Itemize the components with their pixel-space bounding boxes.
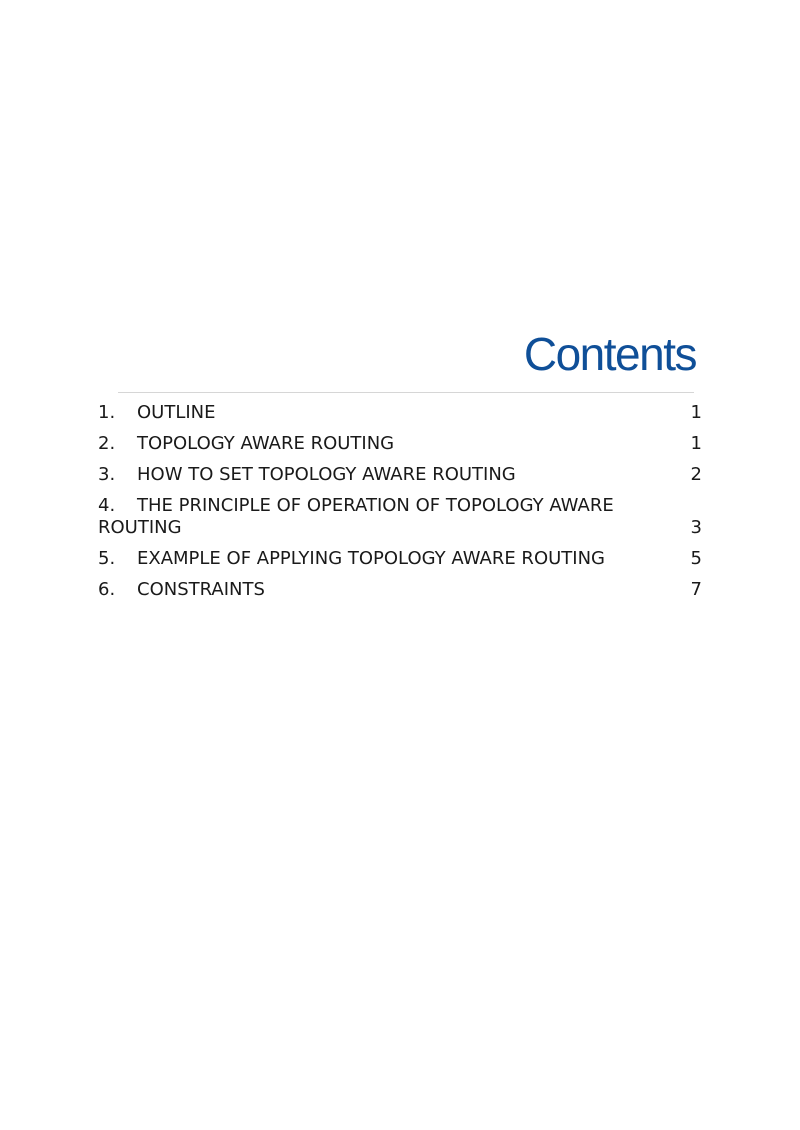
toc-entry-number: 1.: [98, 402, 116, 423]
contents-heading: Contents: [523, 328, 696, 380]
toc-entry-number: 5.: [98, 548, 116, 569]
toc-entry-page: 1: [690, 402, 702, 423]
toc-entry-title: CONSTRAINTS: [137, 579, 265, 600]
table-of-contents: [98, 398, 702, 606]
toc-entry-number: 4.: [98, 495, 116, 516]
toc-entry-title: HOW TO SET TOPOLOGY AWARE ROUTING: [137, 464, 516, 485]
toc-entry-page: 1: [690, 433, 702, 454]
toc-entry-title: THE PRINCIPLE OF OPERATION OF TOPOLOGY AWARE ROUTING: [98, 495, 614, 538]
toc-entry-page: 5: [690, 548, 702, 569]
toc-entry-topology-aware-routing[interactable]: [98, 429, 702, 460]
toc-entry-title: TOPOLOGY AWARE ROUTING: [137, 433, 395, 454]
toc-entry-title: OUTLINE: [137, 402, 216, 423]
toc-entry-example[interactable]: [98, 544, 702, 575]
toc-entry-outline[interactable]: [98, 398, 702, 429]
toc-entry-principle-of-operation[interactable]: [98, 491, 702, 544]
toc-entry-page: 3: [690, 517, 702, 538]
toc-entry-number: 3.: [98, 464, 116, 485]
heading-divider: [118, 392, 694, 393]
toc-entry-page: 2: [690, 464, 702, 485]
toc-entry-how-to-set[interactable]: [98, 460, 702, 491]
toc-entry-number: 6.: [98, 579, 116, 600]
toc-entry-number: 2.: [98, 433, 116, 454]
toc-entry-constraints[interactable]: [98, 575, 702, 606]
toc-entry-page: 7: [690, 579, 702, 600]
toc-entry-title: EXAMPLE OF APPLYING TOPOLOGY AWARE ROUTING: [137, 548, 605, 569]
